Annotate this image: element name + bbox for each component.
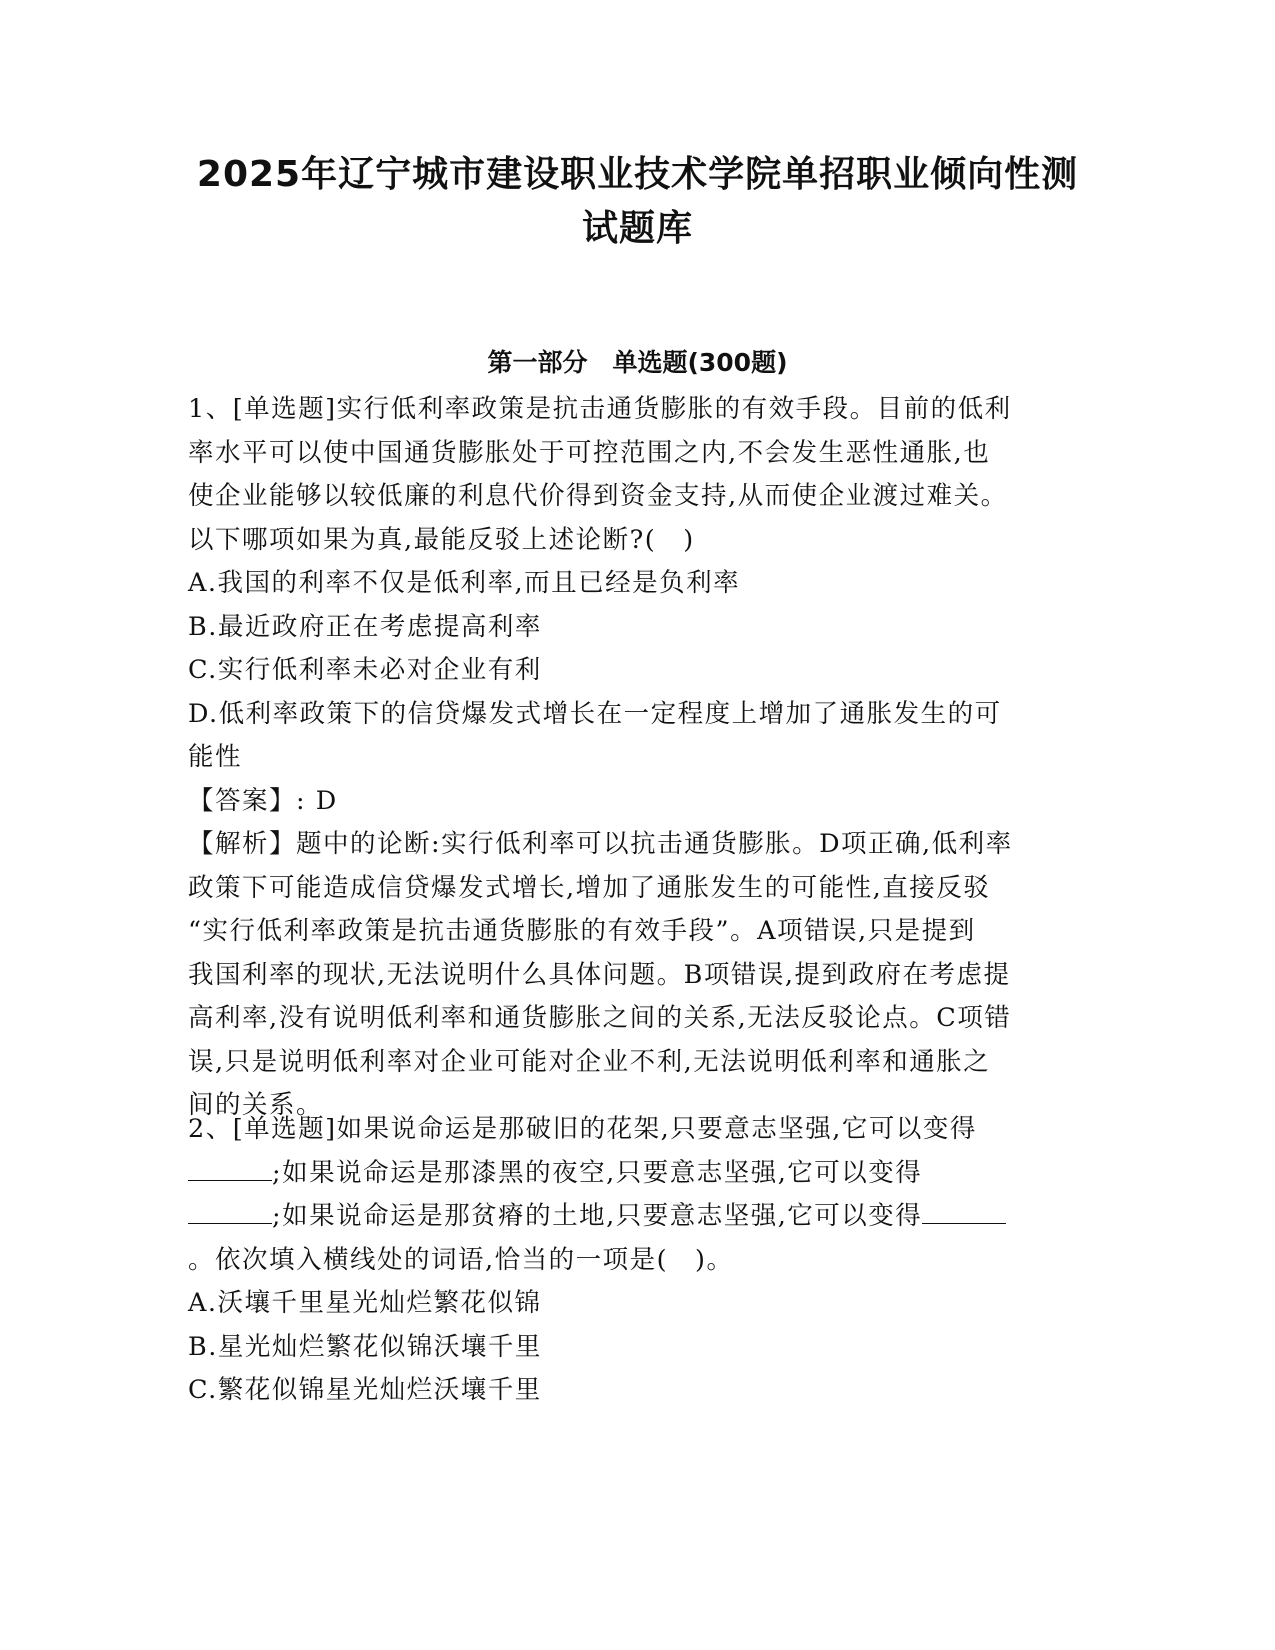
question-2-stem-line: ;如果说命运是那贫瘠的土地,只要意志坚强,它可以变得 <box>188 1195 1088 1239</box>
question-1-option-a: A.我国的利率不仅是低利率,而且已经是负利率 <box>188 568 741 598</box>
question-1-option-b: B.最近政府正在考虑提高利率 <box>188 611 542 642</box>
document-title <box>150 148 1125 256</box>
question-1-analysis-line: 政策下可能造成信贷爆发式增长,增加了通胀发生的可能性,直接反驳 <box>188 872 991 903</box>
question-1-analysis-line: 误,只是说明低利率对企业可能对企业不利,无法说明低利率和通胀之 <box>188 1046 991 1077</box>
question-2-stem-line: 2、[单选题]如果说命运是那破旧的花架,只要意志坚强,它可以变得 <box>188 1114 977 1144</box>
question-2-option-b: B.星光灿烂繁花似锦沃壤千里 <box>188 1331 542 1362</box>
question-1-stem-line: 使企业能够以较低廉的利息代价得到资金支持,从而使企业渡过难关。 <box>188 481 1008 511</box>
section-heading: 第一部分 单选题(300题) <box>487 348 788 377</box>
question-2 <box>188 1108 1088 1413</box>
question-1-option-d: D.低利率政策下的信贷爆发式增长在一定程度上增加了通胀发生的可 <box>188 698 1002 729</box>
fill-blank <box>922 1201 1006 1224</box>
question-1-analysis-line: 【解析】题中的论断:实行低利率可以抗击通货膨胀。D项正确,低利率 <box>188 829 1013 859</box>
question-1-analysis-line: 我国利率的现状,无法说明什么具体问题。B项错误,提到政府在考虑提 <box>188 959 1011 990</box>
question-1-analysis-line: 间的关系。 <box>188 1090 324 1120</box>
title-line-2: 试题库 <box>581 208 693 249</box>
question-1-stem-line: 1、[单选题]实行低利率政策是抗击通货膨胀的有效手段。目前的低利 <box>188 394 1012 424</box>
question-1-option-c: C.实行低利率未必对企业有利 <box>188 655 542 685</box>
title-line-1: 2025年辽宁城市建设职业技术学院单招职业倾向性测 <box>196 154 1079 195</box>
fill-blank <box>188 1201 272 1224</box>
question-2-option-c: C.繁花似锦星光灿烂沃壤千里 <box>188 1375 542 1405</box>
question-2-option-a: A.沃壤千里星光灿烂繁花似锦 <box>188 1288 542 1318</box>
question-1-analysis-line: 高利率,没有说明低利率和通货膨胀之间的关系,无法反驳论点。C项错 <box>188 1003 1012 1033</box>
question-1-option-d-cont: 能性 <box>188 742 243 772</box>
question-1-stem-line: 以下哪项如果为真,最能反驳上述论断?( ) <box>188 524 695 555</box>
question-2-stem-line: 。依次填入横线处的词语,恰当的一项是( )。 <box>188 1244 734 1275</box>
question-1-answer: 【答案】: D <box>188 785 338 816</box>
question-1-stem-line: 率水平可以使中国通货膨胀处于可控范围之内,不会发生恶性通胀,也 <box>188 437 991 468</box>
question-1-analysis-line: “实行低利率政策是抗击通货膨胀的有效手段”。A项错误,只是提到 <box>188 916 976 946</box>
fill-blank <box>188 1158 272 1181</box>
question-1 <box>188 388 1088 1128</box>
question-2-stem-line: ;如果说命运是那漆黑的夜空,只要意志坚强,它可以变得 <box>188 1152 1088 1196</box>
